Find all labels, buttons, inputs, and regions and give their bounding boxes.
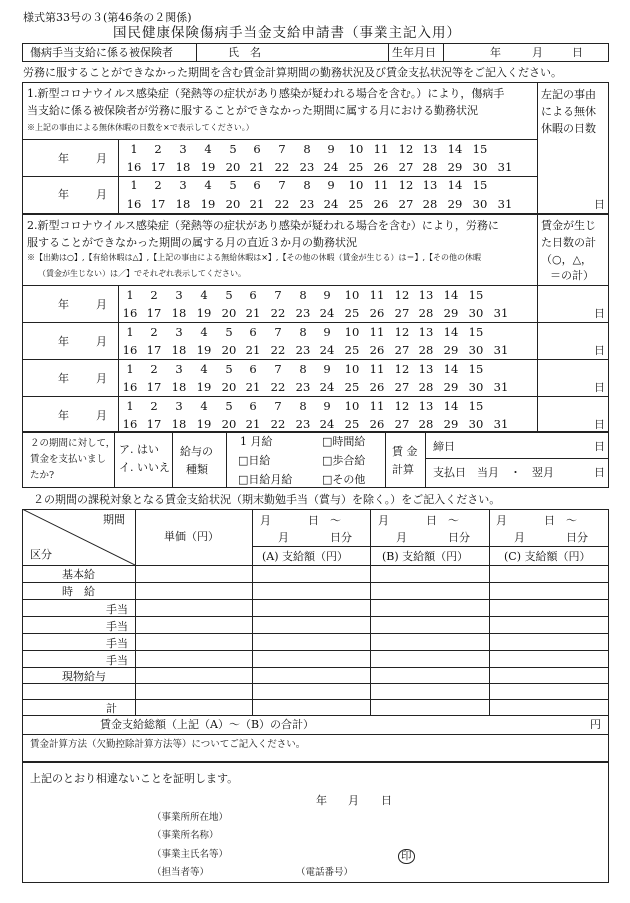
day-26[interactable]: 26 <box>373 160 389 174</box>
day-6[interactable]: 6 <box>249 362 257 376</box>
day-12[interactable]: 12 <box>398 178 414 192</box>
section1-box <box>22 82 609 214</box>
period-c-end-month: 月 <box>514 531 525 544</box>
section1-line2: 当支給に係る被保険者が労務に服することができなかった期間に属する月における勤務状況 <box>27 104 478 117</box>
period-b-start-day: 日 ～ <box>426 514 459 527</box>
period-header: 期間 <box>103 513 125 526</box>
day-28[interactable]: 28 <box>418 306 434 320</box>
day-25[interactable]: 25 <box>348 197 364 211</box>
day-22[interactable]: 22 <box>270 380 286 394</box>
day-3[interactable]: 3 <box>175 288 183 302</box>
section2-line2: 服することができなかった期間の属する月の直近３か月の勤務状況 <box>27 236 357 249</box>
day-19[interactable]: 19 <box>196 306 212 320</box>
pay-day-label: 支払日 当月 ・ 翌月 <box>433 466 554 479</box>
day-7[interactable]: 7 <box>274 288 282 302</box>
section2-side-label-2: た日数の計 <box>541 236 596 249</box>
day-26[interactable]: 26 <box>369 380 385 394</box>
day-1[interactable]: 1 <box>130 178 138 192</box>
day-27[interactable]: 27 <box>394 343 410 357</box>
day-27[interactable]: 27 <box>394 306 410 320</box>
office-address-label: （事業所所在地） <box>152 812 229 823</box>
cert-day: 日 <box>381 794 392 807</box>
section2-side-label-1: 賃金が生じ <box>541 219 596 232</box>
day-30[interactable]: 30 <box>472 197 488 211</box>
day-8[interactable]: 8 <box>299 288 307 302</box>
day-27[interactable]: 27 <box>394 380 410 394</box>
day-21[interactable]: 21 <box>249 160 265 174</box>
day-5[interactable]: 5 <box>225 288 233 302</box>
day-13[interactable]: 13 <box>422 178 438 192</box>
day-6[interactable]: 6 <box>249 325 257 339</box>
day-7[interactable]: 7 <box>278 142 286 156</box>
day-15[interactable]: 15 <box>468 325 484 339</box>
day-18[interactable]: 18 <box>171 417 187 431</box>
day-15[interactable]: 15 <box>472 142 488 156</box>
day-24[interactable]: 24 <box>319 343 335 357</box>
day-23[interactable]: 23 <box>299 197 315 211</box>
day-21[interactable]: 21 <box>245 343 261 357</box>
wage-calc-label-1: 賃 金 <box>392 445 418 458</box>
day-17[interactable]: 17 <box>150 197 166 211</box>
day-18[interactable]: 18 <box>171 343 187 357</box>
paid-yes-option[interactable]: ア. はい <box>119 443 159 456</box>
row-hourly-pay: 時 給 <box>62 585 95 598</box>
day-7[interactable]: 7 <box>274 325 282 339</box>
day-11[interactable]: 11 <box>369 288 385 302</box>
payment-question-2: 賃金を支払いまし <box>30 454 107 465</box>
day-14[interactable]: 14 <box>443 362 459 376</box>
day-11[interactable]: 11 <box>369 362 385 376</box>
monthly-wage-option[interactable]: 1 月給 <box>240 435 273 448</box>
day-13[interactable]: 13 <box>418 325 434 339</box>
day-11[interactable]: 11 <box>369 399 385 413</box>
day-31[interactable]: 31 <box>493 306 509 320</box>
day-15[interactable]: 15 <box>468 362 484 376</box>
day-29[interactable]: 29 <box>443 417 459 431</box>
day-24[interactable]: 24 <box>319 417 335 431</box>
section2-note1: ※【出勤は○】,【有給休暇は△】,【上記の事由による無給休暇は×】,【その他の休暇（賃金が生じる）は＝】,【その他の休暇 <box>27 253 482 262</box>
day-9[interactable]: 9 <box>327 178 335 192</box>
pay-type-label-2: 種類 <box>186 463 208 476</box>
period-b-end-day: 日分 <box>448 531 470 544</box>
s2-r3-month: 月 <box>96 372 107 385</box>
wage-heading: ２の期間の課税対象となる賃金支給状況（期末勤勉手当（賞与）を除く。）をご記入ください。 <box>33 493 501 506</box>
day-23[interactable]: 23 <box>295 417 311 431</box>
section2-side-label-3: （○，△， <box>541 253 593 266</box>
day-1[interactable]: 1 <box>126 325 134 339</box>
day-17[interactable]: 17 <box>146 343 162 357</box>
day-30[interactable]: 30 <box>468 306 484 320</box>
day-22[interactable]: 22 <box>274 197 290 211</box>
day-4[interactable]: 4 <box>204 178 212 192</box>
day-12[interactable]: 12 <box>394 399 410 413</box>
dob-label: 生年月日 <box>392 46 436 59</box>
day-25[interactable]: 25 <box>344 306 360 320</box>
day-2[interactable]: 2 <box>150 325 158 339</box>
day-31[interactable]: 31 <box>493 343 509 357</box>
day-29[interactable]: 29 <box>443 306 459 320</box>
day-17[interactable]: 17 <box>150 160 166 174</box>
s1-r1-year: 年 <box>58 152 69 165</box>
day-19[interactable]: 19 <box>196 343 212 357</box>
day-9[interactable]: 9 <box>323 362 331 376</box>
day-26[interactable]: 26 <box>369 343 385 357</box>
section2-side-label-4: ＝の計） <box>550 269 594 282</box>
day-6[interactable]: 6 <box>249 288 257 302</box>
day-1[interactable]: 1 <box>126 288 134 302</box>
section2-line1: 2.新型コロナウイルス感染症（発熱等の症状があり感染が疑われる場合を含む）により，労務に <box>27 219 499 232</box>
day-10[interactable]: 10 <box>348 178 364 192</box>
other-wage-option[interactable]: □その他 <box>322 473 366 486</box>
day-18[interactable]: 18 <box>175 197 191 211</box>
day-16[interactable]: 16 <box>122 417 138 431</box>
row-basic-pay: 基本給 <box>62 568 95 581</box>
day-23[interactable]: 23 <box>295 343 311 357</box>
day-21[interactable]: 21 <box>245 417 261 431</box>
day-27[interactable]: 27 <box>398 160 414 174</box>
s2-r1-month: 月 <box>96 298 107 311</box>
s2-r2-year: 年 <box>58 335 69 348</box>
commission-wage-option[interactable]: □歩合給 <box>322 454 366 467</box>
day-20[interactable]: 20 <box>221 343 237 357</box>
daily-monthly-wage-option[interactable]: □日給月給 <box>238 473 293 486</box>
day-7[interactable]: 7 <box>274 399 282 413</box>
day-1[interactable]: 1 <box>130 142 138 156</box>
day-31[interactable]: 31 <box>493 380 509 394</box>
row-allowance-3: 手当 <box>106 637 128 650</box>
day-11[interactable]: 11 <box>373 178 389 192</box>
paid-no-option[interactable]: イ. いいえ <box>119 461 170 474</box>
period-a-end-day: 日分 <box>330 531 352 544</box>
day-31[interactable]: 31 <box>497 197 513 211</box>
section1-side-label-3: 休暇の日数 <box>541 122 596 135</box>
day-4[interactable]: 4 <box>200 288 208 302</box>
name-field[interactable] <box>275 46 385 60</box>
day-12[interactable]: 12 <box>398 142 414 156</box>
row-in-kind: 現物給与 <box>62 670 106 683</box>
day-9[interactable]: 9 <box>323 288 331 302</box>
day-10[interactable]: 10 <box>344 288 360 302</box>
pay-day-unit: 日 <box>594 466 605 479</box>
closing-day-unit: 日 <box>594 440 605 453</box>
period-b-end-month: 月 <box>396 531 407 544</box>
day-22[interactable]: 22 <box>270 306 286 320</box>
day-6[interactable]: 6 <box>249 399 257 413</box>
row-subtotal: 計 <box>106 702 117 715</box>
s2-r2-total-unit: 日 <box>594 344 605 357</box>
day-29[interactable]: 29 <box>443 343 459 357</box>
day-30[interactable]: 30 <box>468 380 484 394</box>
day-22[interactable]: 22 <box>270 343 286 357</box>
day-28[interactable]: 28 <box>422 197 438 211</box>
day-14[interactable]: 14 <box>443 399 459 413</box>
day-16[interactable]: 16 <box>126 197 142 211</box>
s2-r4-total-unit: 日 <box>594 418 605 431</box>
day-24[interactable]: 24 <box>319 380 335 394</box>
section1-side-label-1: 左記の事由 <box>541 88 596 101</box>
day-15[interactable]: 15 <box>472 178 488 192</box>
day-3[interactable]: 3 <box>175 325 183 339</box>
day-28[interactable]: 28 <box>418 380 434 394</box>
s2-r4-month: 月 <box>96 409 107 422</box>
s2-r1-total-unit: 日 <box>594 307 605 320</box>
day-22[interactable]: 22 <box>274 160 290 174</box>
day-24[interactable]: 24 <box>319 306 335 320</box>
day-13[interactable]: 13 <box>418 288 434 302</box>
day-29[interactable]: 29 <box>447 197 463 211</box>
day-15[interactable]: 15 <box>468 399 484 413</box>
day-30[interactable]: 30 <box>468 417 484 431</box>
calc-method-label: 賃金計算方法（欠勤控除計算方法等）についてご記入ください。 <box>30 739 306 750</box>
day-6[interactable]: 6 <box>253 142 261 156</box>
day-9[interactable]: 9 <box>323 399 331 413</box>
unit-price-header: 単価（円） <box>164 530 219 543</box>
day-20[interactable]: 20 <box>221 306 237 320</box>
section1-line1: 1.新型コロナウイルス感染症（発熱等の症状があり感染が疑われる場合を含む。）により，傷病手 <box>27 87 505 100</box>
category-header: 区分 <box>30 548 52 561</box>
dob-month: 月 <box>532 46 543 59</box>
day-7[interactable]: 7 <box>278 178 286 192</box>
intro-text: 労務に服することができなかった期間を含む賃金計算期間の勤務状況及び賃金支払状況等をご記入ください。 <box>23 66 562 79</box>
day-9[interactable]: 9 <box>323 325 331 339</box>
row-allowance-1: 手当 <box>106 603 128 616</box>
total-wage-label: 賃金支給総額（上記（A）～（B）の合計） <box>100 718 315 731</box>
day-8[interactable]: 8 <box>299 325 307 339</box>
day-18[interactable]: 18 <box>171 306 187 320</box>
day-2[interactable]: 2 <box>150 399 158 413</box>
day-16[interactable]: 16 <box>122 343 138 357</box>
s2-r3-year: 年 <box>58 372 69 385</box>
day-23[interactable]: 23 <box>299 160 315 174</box>
dob-day: 日 <box>572 46 583 59</box>
pay-type-label-1: 給与の <box>180 445 213 458</box>
day-13[interactable]: 13 <box>418 399 434 413</box>
section1-side-label-2: による無休 <box>541 105 596 118</box>
day-29[interactable]: 29 <box>443 380 459 394</box>
day-11[interactable]: 11 <box>369 325 385 339</box>
wage-calc-label-2: 計算 <box>392 463 414 476</box>
day-3[interactable]: 3 <box>179 178 187 192</box>
day-5[interactable]: 5 <box>225 362 233 376</box>
day-16[interactable]: 16 <box>122 380 138 394</box>
day-21[interactable]: 21 <box>249 197 265 211</box>
contact-person-label: （担当者等） <box>152 867 210 878</box>
day-18[interactable]: 18 <box>175 160 191 174</box>
payment-question-1: ２の期間に対して， <box>30 438 116 449</box>
day-15[interactable]: 15 <box>468 288 484 302</box>
day-3[interactable]: 3 <box>175 362 183 376</box>
phone-number-label: （電話番号） <box>296 867 354 878</box>
day-10[interactable]: 10 <box>344 362 360 376</box>
col-b-header: (B) 支給額（円） <box>382 550 469 563</box>
day-13[interactable]: 13 <box>418 362 434 376</box>
day-13[interactable]: 13 <box>422 142 438 156</box>
day-25[interactable]: 25 <box>344 417 360 431</box>
day-8[interactable]: 8 <box>303 178 311 192</box>
seal-mark: 印 <box>398 849 415 864</box>
period-a-end-month: 月 <box>278 531 289 544</box>
row-allowance-2: 手当 <box>106 620 128 633</box>
day-31[interactable]: 31 <box>497 160 513 174</box>
period-c-start-day: 日 ～ <box>544 514 577 527</box>
day-12[interactable]: 12 <box>394 325 410 339</box>
col-c-header: (C) 支給額（円） <box>504 550 591 563</box>
day-10[interactable]: 10 <box>344 325 360 339</box>
day-28[interactable]: 28 <box>422 160 438 174</box>
period-c-start-month: 月 <box>496 514 507 527</box>
day-26[interactable]: 26 <box>369 417 385 431</box>
day-19[interactable]: 19 <box>200 197 216 211</box>
day-27[interactable]: 27 <box>398 197 414 211</box>
day-16[interactable]: 16 <box>126 160 142 174</box>
day-2[interactable]: 2 <box>154 178 162 192</box>
s2-r3-total-unit: 日 <box>594 381 605 394</box>
office-name-label: （事業所名称） <box>152 830 219 841</box>
payment-question-3: たか? <box>30 470 55 481</box>
day-8[interactable]: 8 <box>299 362 307 376</box>
s1-r1-month: 月 <box>96 152 107 165</box>
day-17[interactable]: 17 <box>146 380 162 394</box>
day-28[interactable]: 28 <box>418 343 434 357</box>
day-12[interactable]: 12 <box>394 288 410 302</box>
day-17[interactable]: 17 <box>146 417 162 431</box>
name-label: 氏 名 <box>228 46 261 59</box>
day-20[interactable]: 20 <box>221 417 237 431</box>
day-3[interactable]: 3 <box>179 142 187 156</box>
day-19[interactable]: 19 <box>196 417 212 431</box>
day-17[interactable]: 17 <box>146 306 162 320</box>
day-3[interactable]: 3 <box>175 399 183 413</box>
day-24[interactable]: 24 <box>323 160 339 174</box>
day-14[interactable]: 14 <box>447 178 463 192</box>
daily-wage-option[interactable]: □日給 <box>238 454 271 467</box>
day-4[interactable]: 4 <box>200 399 208 413</box>
day-6[interactable]: 6 <box>253 178 261 192</box>
owner-name-label: （事業主氏名等） <box>152 849 229 860</box>
day-1[interactable]: 1 <box>126 362 134 376</box>
s1-r2-month: 月 <box>96 188 107 201</box>
s2-r1-year: 年 <box>58 298 69 311</box>
day-19[interactable]: 19 <box>200 160 216 174</box>
day-11[interactable]: 11 <box>373 142 389 156</box>
day-25[interactable]: 25 <box>348 160 364 174</box>
day-16[interactable]: 16 <box>122 306 138 320</box>
day-26[interactable]: 26 <box>373 197 389 211</box>
row-allowance-4: 手当 <box>106 654 128 667</box>
day-2[interactable]: 2 <box>150 288 158 302</box>
day-14[interactable]: 14 <box>443 288 459 302</box>
day-9[interactable]: 9 <box>327 142 335 156</box>
day-31[interactable]: 31 <box>493 417 509 431</box>
day-1[interactable]: 1 <box>126 399 134 413</box>
day-4[interactable]: 4 <box>200 325 208 339</box>
day-21[interactable]: 21 <box>245 380 261 394</box>
day-19[interactable]: 19 <box>196 380 212 394</box>
s1-total-unit: 日 <box>594 198 605 211</box>
section1-note: ※上記の事由による無休休暇の日数を×で表示してください。） <box>27 123 254 132</box>
day-22[interactable]: 22 <box>270 417 286 431</box>
day-23[interactable]: 23 <box>295 380 311 394</box>
s2-r2-month: 月 <box>96 335 107 348</box>
day-26[interactable]: 26 <box>369 306 385 320</box>
day-2[interactable]: 2 <box>150 362 158 376</box>
cert-month: 月 <box>348 794 359 807</box>
day-10[interactable]: 10 <box>348 142 364 156</box>
certification-statement: 上記のとおり相違ないことを証明します。 <box>30 772 239 785</box>
day-18[interactable]: 18 <box>171 380 187 394</box>
day-7[interactable]: 7 <box>274 362 282 376</box>
day-4[interactable]: 4 <box>200 362 208 376</box>
day-12[interactable]: 12 <box>394 362 410 376</box>
day-23[interactable]: 23 <box>295 306 311 320</box>
day-25[interactable]: 25 <box>344 343 360 357</box>
day-14[interactable]: 14 <box>447 142 463 156</box>
hourly-wage-option[interactable]: □時間給 <box>322 435 366 448</box>
period-c-end-day: 日分 <box>566 531 588 544</box>
period-a-start-day: 日 ～ <box>308 514 341 527</box>
day-5[interactable]: 5 <box>229 142 237 156</box>
s2-r4-year: 年 <box>58 409 69 422</box>
day-5[interactable]: 5 <box>229 178 237 192</box>
day-25[interactable]: 25 <box>344 380 360 394</box>
page-title: 国民健康保険傷病手当金支給申請書（事業主記入用） <box>113 25 461 41</box>
day-21[interactable]: 21 <box>245 306 261 320</box>
day-29[interactable]: 29 <box>447 160 463 174</box>
form-number: 様式第33号の３(第46条の２関係) <box>23 11 192 24</box>
day-4[interactable]: 4 <box>204 142 212 156</box>
day-30[interactable]: 30 <box>468 343 484 357</box>
dob-year: 年 <box>490 46 501 59</box>
section2-note2: （賃金が生じない）は／】でそれぞれ表示してください。 <box>38 269 246 278</box>
day-8[interactable]: 8 <box>303 142 311 156</box>
day-20[interactable]: 20 <box>225 197 241 211</box>
day-8[interactable]: 8 <box>299 399 307 413</box>
closing-day-label: 締日 <box>433 440 455 453</box>
day-10[interactable]: 10 <box>344 399 360 413</box>
day-2[interactable]: 2 <box>154 142 162 156</box>
day-20[interactable]: 20 <box>221 380 237 394</box>
cert-year: 年 <box>316 794 327 807</box>
day-30[interactable]: 30 <box>472 160 488 174</box>
day-14[interactable]: 14 <box>443 325 459 339</box>
day-5[interactable]: 5 <box>225 399 233 413</box>
day-28[interactable]: 28 <box>418 417 434 431</box>
day-24[interactable]: 24 <box>323 197 339 211</box>
day-27[interactable]: 27 <box>394 417 410 431</box>
period-a-start-month: 月 <box>260 514 271 527</box>
day-20[interactable]: 20 <box>225 160 241 174</box>
col-a-header: (A) 支給額（円） <box>262 550 349 563</box>
total-wage-unit: 円 <box>590 718 601 731</box>
period-b-start-month: 月 <box>378 514 389 527</box>
s1-r2-year: 年 <box>58 188 69 201</box>
day-5[interactable]: 5 <box>225 325 233 339</box>
insured-label: 傷病手当支給に係る被保険者 <box>30 46 173 59</box>
